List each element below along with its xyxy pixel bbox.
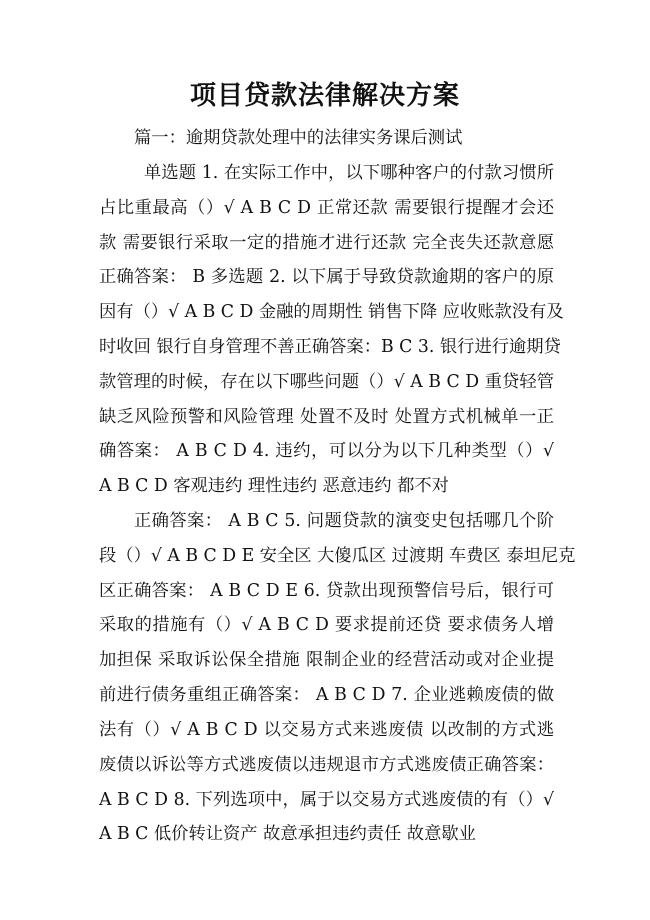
- text-line: 确答案： A B C D 4. 违约，可以分为以下几种类型（）√: [99, 441, 554, 461]
- text-line: 款 需要银行采取一定的措施才进行还款 完全丧失还款意愿: [99, 233, 554, 253]
- text-line: 加担保 采取诉讼保全措施 限制企业的经营活动或对企业提: [99, 650, 554, 670]
- text-line: 时收回 银行自身管理不善正确答案：B C 3. 银行进行逾期贷: [99, 337, 561, 357]
- text-line: 段（）√ A B C D E 安全区 大傻瓜区 过渡期 车费区 泰坦尼克: [99, 546, 576, 566]
- section-heading: 篇一：逾期贷款处理中的法律实务课后测试: [134, 128, 463, 148]
- document-title: 项目贷款法律解决方案: [189, 81, 460, 111]
- text-line: 正确答案： A B C 5. 问题贷款的演变史包括哪几个阶: [134, 511, 554, 531]
- text-line: A B C D 客观违约 理性违约 恶意违约 都不对: [99, 476, 449, 496]
- text-line: 区正确答案： A B C D E 6. 贷款出现预警信号后，银行可: [99, 581, 554, 601]
- text-line: 占比重最高（）√ A B C D 正常还款 需要银行提醒才会还: [99, 198, 554, 218]
- text-line: A B C D 8. 下列选项中，属于以交易方式逃废债的有（）√: [99, 790, 554, 810]
- text-line: 废债以诉讼等方式逃废债以违规退市方式逃废债正确答案：: [99, 755, 554, 775]
- text-line: 正确答案： B 多选题 2. 以下属于导致贷款逾期的客户的原: [99, 267, 554, 287]
- text-line: 因有（）√ A B C D 金融的周期性 销售下降 应收账款没有及: [99, 302, 564, 322]
- text-line: A B C 低价转让资产 故意承担违约责任 故意歇业: [99, 824, 476, 844]
- text-line: 前进行债务重组正确答案： A B C D 7. 企业逃赖废债的做: [99, 685, 554, 705]
- text-line: 采取的措施有（）√ A B C D 要求提前还贷 要求债务人增: [99, 615, 554, 635]
- text-line: 单选题 1. 在实际工作中，以下哪种客户的付款习惯所: [144, 163, 554, 183]
- text-line: 缺乏风险预警和风险管理 处置不及时 处置方式机械单一正: [99, 407, 554, 427]
- text-line: 款管理的时候，存在以下哪些问题（）√ A B C D 重贷轻管: [99, 372, 554, 392]
- text-line: 法有（）√ A B C D 以交易方式来逃废债 以改制的方式逃: [99, 720, 554, 740]
